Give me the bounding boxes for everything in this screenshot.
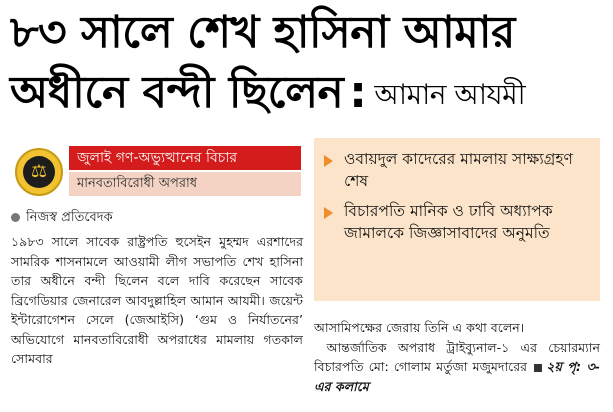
headline-line-1: ৮৩ সালে শেখ হাসিনা আমার [10,7,515,58]
body-line: আসামিপক্ষের জেরায় তিনি এ কথা বলেন। [314,320,525,335]
byline-text: নিজস্ব প্রতিবেদক [26,210,113,225]
article-body-right [314,318,600,396]
body-paragraph: ১৯৮৩ সালে সাবেক রাষ্ট্রপতি হুসেইন মুহম্মদ এরশাদের সামরিক শাসনামলে আওয়ামী লীগ সভাপতি শেখ হাসিনা তার অধীনে বন্দী ছিলেন বলে দাবি করেছেন সাবেক ব্রিগেডিয়ার জেনারেল আবদুল্লাহিল আমান আযমী। জয়েন্ট ইন্টারোগেশন সেলে (জেআইসি) ‘গুম ও নির্যাতনের’ অভিযোগে মানবতাবিরোধী অপরাধের মামলায় গতকাল সোমবার [11,234,303,366]
body-paragraph [314,338,600,397]
highlight-text: বিচারপতি মানিক ও ঢাবি অধ্যাপক জামালকে জিজ্ঞাসাবাদের অনুমতি [344,202,553,242]
highlight-text: ওবায়দুল কাদেরের মামলায় সাক্ষ্যগ্রহণ শেষ [344,150,573,190]
tribunal-seal-icon [15,148,63,196]
headline-line-2 [10,64,525,124]
highlight-item [324,200,594,244]
highlights-box [314,138,600,301]
continuation-link[interactable]: ২য় পৃ: ৩-এর কলামে [314,359,600,394]
body-paragraph-text: আন্তর্জাতিক অপরাধ ট্রাইব্যুনাল-১ এর চেয়ারম্যান বিচারপতি মো: গোলাম মর্তুজা মজুমদারের [314,339,600,374]
scales-icon: ⚖ [23,156,55,188]
headline-separator: : [349,67,367,118]
arrow-icon [324,207,333,219]
headline-quote: অধীনে বন্দী ছিলেন [10,67,344,118]
headline-attribution: আমান আযমী [374,78,526,111]
highlight-item [324,148,594,192]
section-badge [11,146,301,198]
article-body-left [11,232,303,369]
arrow-icon [324,155,333,167]
byline [11,208,113,229]
badge-subtitle: মানবতাবিরোধী অপরাধ [69,172,301,196]
badge-title: জুলাই গণ-অভ্যুত্থানের বিচার [69,146,301,170]
square-bullet-icon [534,364,542,372]
bullet-icon [11,213,20,222]
